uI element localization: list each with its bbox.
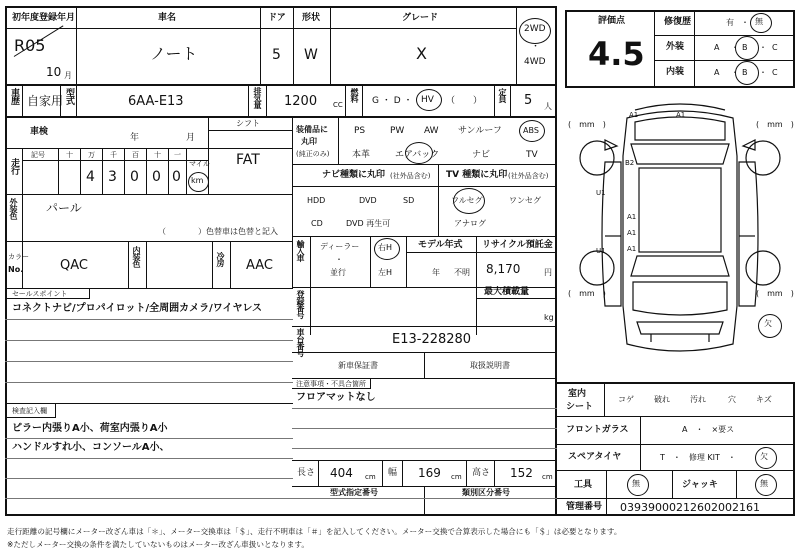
int-dot-1: ・ — [731, 68, 739, 77]
ext-c: C — [772, 43, 778, 52]
tread-bracket-fl: ( mm ) — [568, 120, 606, 129]
usage: 自家用 — [27, 94, 64, 108]
place-hundred: 百 — [132, 151, 139, 159]
place-one: 一 — [174, 151, 181, 159]
diagram-missing-mark: 欠 — [764, 319, 772, 328]
tools-value: 無 — [632, 479, 640, 488]
import-right-h: 右H — [378, 243, 393, 252]
drive-dot: ・ — [531, 42, 541, 52]
length-unit: cm — [365, 473, 376, 481]
seat-burn: コゲ — [618, 395, 634, 404]
equip-aw: AW — [424, 126, 439, 136]
notes-label: 注意事項・不具合箇所 — [296, 380, 366, 388]
shape-label: 形状 — [302, 13, 321, 23]
score-label: 評価点 — [598, 16, 626, 26]
nav-cd: CD — [311, 219, 323, 228]
seat-label-1: 室内 — [568, 389, 587, 399]
reg-number-label: 登録番号 — [296, 290, 305, 318]
exterior-grade-label: 外装 — [666, 42, 685, 52]
int-b: B — [742, 68, 748, 77]
doors: 5 — [272, 47, 281, 63]
mark-a1-rear-3: A1 — [627, 245, 637, 253]
mileage-digit-1: 4 — [86, 169, 95, 185]
tv-analog: アナログ — [454, 219, 486, 228]
int-dot-2: ・ — [759, 68, 767, 77]
length-value: 404 — [330, 466, 353, 480]
inspector-line-1: ピラー内張りA小、荷室内張りA小 — [12, 423, 168, 434]
aircon-label: 冷房 — [216, 252, 225, 266]
chassis-value: E13-228280 — [392, 332, 472, 347]
ext-dot-2: ・ — [759, 43, 767, 52]
length-label: 長さ — [297, 468, 316, 478]
windshield-label: フロントガラス — [566, 425, 629, 435]
import-parallel: 並行 — [330, 268, 346, 277]
exterior-color-value: パール — [46, 201, 82, 215]
windshield-options: A ・ ×要ス — [682, 425, 735, 434]
equip-pw: PW — [390, 126, 405, 136]
tread-bracket-rl: ( mm ) — [568, 289, 606, 298]
recycle-value: 8,170 — [486, 262, 521, 276]
place-thousand: 千 — [110, 151, 117, 159]
color-change-note: （ ）色替車は色替と記入 — [158, 227, 278, 236]
equip-navi: ナビ — [472, 150, 491, 160]
repair-yes: 有 — [726, 18, 734, 27]
car-name: ノート — [150, 44, 198, 63]
equip-tv: TV — [526, 150, 538, 160]
mile-label: マイル — [189, 160, 210, 168]
seat-dirt: 汚れ — [690, 395, 706, 404]
color-no-value: QAC — [60, 258, 88, 273]
ext-dot-1: ・ — [731, 43, 739, 52]
mark-a1-rear-1: A1 — [627, 213, 637, 221]
fuel-selected: HV — [421, 95, 434, 105]
first-reg-month-unit: 月 — [64, 71, 72, 80]
interior-grade-label: 内装 — [666, 67, 685, 77]
mileage-digit-3: 0 — [130, 169, 139, 185]
mark-a1-rear-2: A1 — [627, 229, 637, 237]
jack-value: 無 — [760, 479, 768, 488]
shape: W — [304, 47, 318, 63]
displacement-label: 排気量 — [253, 87, 262, 108]
color-no-label: No. — [8, 265, 24, 274]
width-value: 169 — [418, 466, 441, 480]
spare-selected: 欠 — [760, 452, 768, 461]
equip-abs: ABS — [523, 126, 539, 135]
seat-hole: 穴 — [728, 395, 736, 404]
usage-label: 車歴 — [9, 88, 19, 104]
import-left-h: 左H — [378, 268, 393, 277]
selling-points-label: セールスポイント — [12, 290, 68, 298]
mark-b2: B2 — [625, 159, 635, 167]
exterior-color-label: 外装色 — [9, 198, 18, 219]
tread-bracket-fr: ( mm ) — [756, 120, 794, 129]
mileage-label: 走行 — [9, 158, 19, 174]
displacement: 1200 — [284, 94, 318, 109]
footer-note-1: 走行距離の記号欄にメーター改ざん車は「＊」、メーター交換車は「＄」、走行不明車は「＃」を記入してください。メーター交換で合算表示した場合にも「＄」は必要となります。 — [7, 527, 622, 536]
score-value: 4.5 — [588, 35, 645, 73]
drive-2wd: 2WD — [524, 24, 546, 34]
footer-note-2: ※ただしメーター交換の条件を満たしていないものはメーター改ざん車扱いとなります。 — [7, 540, 309, 549]
place-ten-thousand-ten: 十 — [66, 151, 73, 159]
nav-dvd-play: DVD 再生可 — [346, 219, 391, 228]
equip-airbag: エアバック — [395, 150, 440, 160]
aircon-value: AAC — [246, 258, 273, 273]
equipment-label-1: 装備品に — [296, 125, 328, 134]
height-label: 高さ — [472, 468, 491, 478]
jack-label: ジャッキ — [682, 480, 718, 490]
mileage-digit-5: 0 — [172, 169, 181, 185]
height-value: 152 — [510, 466, 533, 480]
equipment-label-2: 丸印 — [301, 137, 317, 146]
repair-label: 修復歴 — [664, 17, 692, 27]
model-year-label: モデル年式 — [418, 240, 463, 250]
first-reg-label: 初年度登録年月 — [12, 13, 76, 23]
inspection-year-unit: 年 — [130, 133, 140, 143]
inspection-label: 車検 — [30, 127, 49, 137]
management-label: 管理番号 — [566, 502, 603, 512]
color-no-label-top: カラー — [8, 253, 29, 261]
type-designation-label: 型式指定番号 — [330, 488, 378, 497]
seat-label-2: シート — [566, 402, 594, 412]
seat-scratch: キズ — [756, 395, 772, 404]
model-year-unknown: 不明 — [454, 268, 470, 277]
capacity: 5 — [524, 93, 533, 108]
tools-label: 工具 — [574, 480, 593, 490]
category-label: 類別区分番号 — [462, 488, 510, 497]
mark-u1-lower: U1 — [596, 247, 606, 255]
km-label: km — [191, 176, 204, 185]
place-ten: 十 — [154, 151, 161, 159]
car-name-label: 車名 — [158, 13, 177, 23]
height-unit: cm — [542, 473, 553, 481]
max-load-unit: kg — [544, 313, 554, 322]
width-unit: cm — [451, 473, 462, 481]
nav-note: (社外品含む) — [390, 172, 431, 180]
mark-u1-upper: U1 — [596, 189, 606, 197]
grade: X — [416, 44, 427, 63]
ext-a: A — [714, 43, 720, 52]
import-dot: ・ — [335, 255, 343, 264]
nav-hdd: HDD — [307, 196, 326, 205]
equip-ps: PS — [354, 126, 366, 136]
int-c: C — [772, 68, 778, 77]
nav-sd: SD — [403, 196, 415, 205]
equip-sunroof: サンルーフ — [458, 126, 502, 136]
spare-options: T ・ 修理 KIT ・ — [660, 453, 736, 462]
fuel-label: 燃料 — [350, 88, 359, 102]
door-label: ドア — [268, 13, 286, 23]
import-dealer: ディーラー — [320, 242, 360, 251]
grade-label: グレード — [402, 13, 439, 23]
nav-dvd: DVD — [359, 196, 377, 205]
tread-bracket-rr: ( mm ) — [756, 289, 794, 298]
nav-title: ナビ種類に丸印 — [322, 170, 386, 180]
capacity-label: 定員 — [498, 88, 507, 102]
ext-b: B — [742, 43, 748, 52]
tv-oneseg: ワンセグ — [509, 196, 541, 205]
equip-leather: 本革 — [352, 150, 371, 160]
shift-value: FAT — [236, 152, 260, 168]
equipment-label-3: (純正のみ) — [296, 150, 330, 158]
shift-label: シフト — [236, 119, 260, 128]
warranty-manual: 取扱説明書 — [470, 361, 510, 370]
mileage-symbol-label: 記号 — [31, 151, 45, 159]
tv-note: (社外品含む) — [508, 172, 549, 180]
person-unit: 人 — [544, 102, 552, 111]
management-value: 03939000212602002161 — [620, 501, 760, 514]
notes-text: フロアマットなし — [296, 392, 376, 403]
recycle-yen: 円 — [544, 268, 552, 277]
spare-label: スペアタイヤ — [568, 452, 622, 462]
recycle-label: リサイクル預託金 — [482, 240, 553, 250]
tv-fullseg: フルセグ — [451, 196, 483, 205]
tv-title: TV 種類に丸印 — [446, 170, 508, 180]
first-reg-year: R05 — [14, 36, 46, 55]
selling-points-text: コネクトナビ/プロパイロット/全周囲カメラ/ワイヤレス — [12, 303, 263, 314]
first-reg-month: 10 — [46, 65, 62, 79]
place-ten-thousand: 万 — [88, 151, 95, 159]
repair-none: 無 — [755, 17, 763, 26]
fuel-options: G ・ D ・ — [372, 96, 413, 106]
mileage-digit-2: 3 — [108, 169, 117, 185]
inspector-label: 検査記入欄 — [12, 407, 47, 415]
width-label: 幅 — [388, 468, 398, 478]
warranty-new-car: 新車保証書 — [338, 361, 378, 370]
int-a: A — [714, 68, 720, 77]
inspection-month-unit: 月 — [186, 133, 196, 143]
model: 6AA-E13 — [128, 94, 184, 109]
drive-4wd: 4WD — [524, 57, 546, 67]
mark-a1-front-right: A1 — [676, 111, 686, 119]
model-year-unit: 年 — [432, 268, 440, 277]
seat-tear: 破れ — [654, 395, 670, 404]
repair-dot: ・ — [741, 18, 749, 27]
fuel-paren: （ ） — [446, 96, 483, 106]
import-label: 輸入車 — [296, 240, 305, 261]
mark-a1-front-left: A1 — [629, 111, 639, 119]
chassis-label: 車台番号 — [296, 328, 305, 356]
model-label: 型式 — [64, 88, 74, 104]
cc-unit: CC — [333, 101, 343, 109]
inspector-line-2: ハンドルすれ小、コンソールA小、 — [12, 442, 170, 453]
interior-color-label: 内装色 — [132, 246, 141, 267]
max-load-label: 最大積載量 — [484, 287, 530, 297]
mileage-digit-4: 0 — [152, 169, 161, 185]
